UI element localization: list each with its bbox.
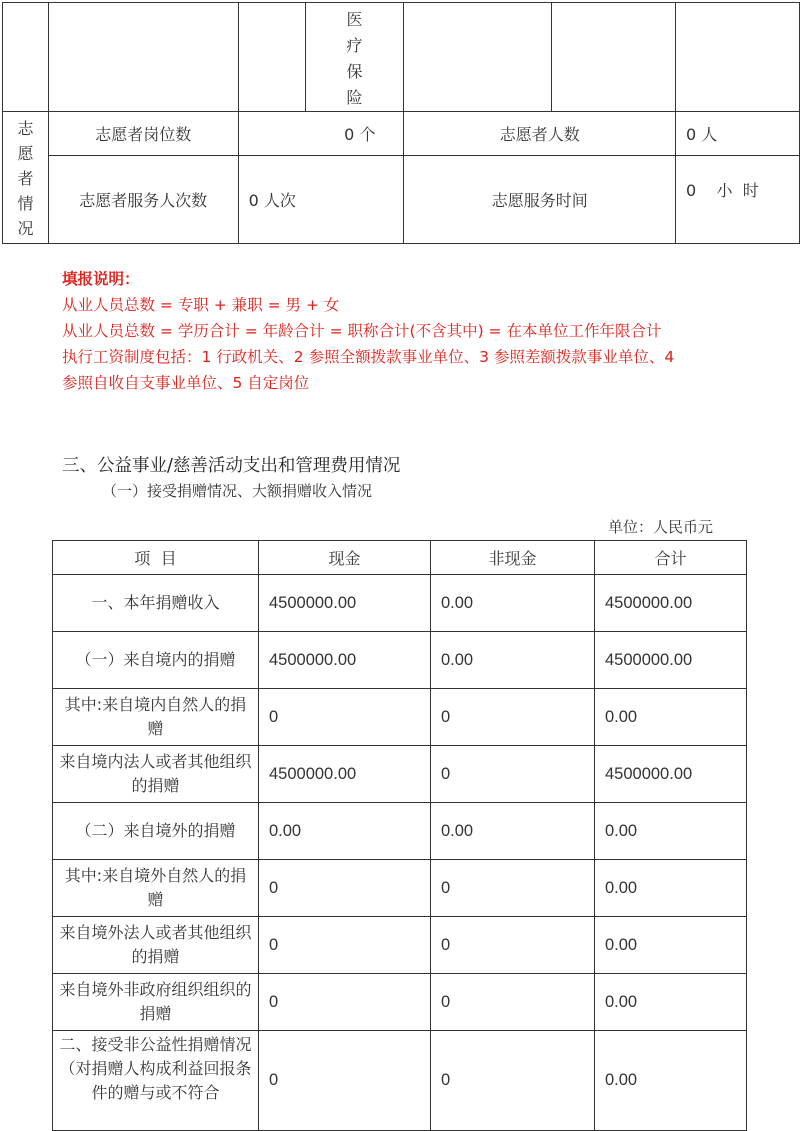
- table-row: [53, 860, 747, 917]
- table-row: [3, 112, 800, 156]
- volunteer-service-times-label: 志愿者服务人次数: [48, 156, 238, 244]
- total-value: 0.00: [595, 917, 747, 974]
- cash-value: 0.00: [259, 803, 431, 860]
- row-label: 其中:来自境外自然人的捐赠: [53, 860, 259, 917]
- table-row: [53, 575, 747, 632]
- volunteer-table: [2, 2, 800, 244]
- table-header-row: [53, 541, 747, 575]
- total-value: 0.00: [595, 860, 747, 917]
- medical-insurance-cell: [305, 3, 404, 112]
- side-char: 况: [17, 219, 34, 238]
- section-heading: 三、公益事业/慈善活动支出和管理费用情况: [62, 456, 401, 476]
- row-label: 来自境外法人或者其他组织的捐赠: [53, 917, 259, 974]
- table-row: [53, 974, 747, 1031]
- volunteer-service-hours-label: 志愿服务时间: [404, 156, 676, 244]
- header-cash: 现金: [259, 541, 431, 575]
- header-noncash: 非现金: [431, 541, 595, 575]
- volunteer-positions-label: 志愿者岗位数: [48, 112, 238, 156]
- noncash-value: 0.00: [431, 803, 595, 860]
- volunteer-positions-value: 0 个: [238, 112, 404, 156]
- row-label: （二）来自境外的捐赠: [53, 803, 259, 860]
- cash-value: 0: [259, 860, 431, 917]
- side-char: 者: [17, 169, 34, 188]
- unit-label: 单位：人民币元: [608, 518, 714, 536]
- noncash-value: 0: [431, 860, 595, 917]
- noncash-value: 0: [431, 974, 595, 1031]
- instruction-line: 从业人员总数 = 专职 + 兼职 = 男 + 女: [62, 296, 340, 314]
- total-value: 4500000.00: [595, 575, 747, 632]
- cash-value: 0: [259, 917, 431, 974]
- noncash-value: 0: [431, 1031, 595, 1131]
- medical-char: 医: [346, 10, 363, 29]
- donation-table: [52, 540, 747, 1131]
- side-char: 情: [17, 194, 34, 213]
- row-label: 其中:来自境内自然人的捐赠: [53, 689, 259, 746]
- noncash-value: 0.00: [431, 575, 595, 632]
- empty-cell: [404, 3, 552, 112]
- total-value: 4500000.00: [595, 632, 747, 689]
- table-row: [53, 917, 747, 974]
- row-label: 一、本年捐赠收入: [53, 575, 259, 632]
- side-char: 志: [17, 119, 34, 138]
- empty-cell: [676, 3, 800, 112]
- volunteer-service-times-value: 0 人次: [238, 156, 404, 244]
- empty-cell: [48, 3, 238, 112]
- table-row: [53, 1031, 747, 1131]
- total-value: 0.00: [595, 803, 747, 860]
- instruction-line: 参照自收自支事业单位、5 自定岗位: [62, 374, 310, 392]
- noncash-value: 0: [431, 746, 595, 803]
- empty-cell: [3, 3, 49, 112]
- noncash-value: 0: [431, 917, 595, 974]
- volunteer-service-hours-value: 0 小 时: [676, 156, 800, 244]
- medical-char: 疗: [346, 36, 363, 55]
- header-item: 项 目: [53, 541, 259, 575]
- noncash-value: 0.00: [431, 632, 595, 689]
- medical-char: 险: [346, 88, 363, 107]
- cash-value: 4500000.00: [259, 632, 431, 689]
- empty-cell: [238, 3, 305, 112]
- medical-char: 保: [346, 62, 363, 81]
- row-label: 来自境外非政府组织组织的捐赠: [53, 974, 259, 1031]
- side-char: 愿: [17, 144, 34, 163]
- empty-cell: [552, 3, 676, 112]
- total-value: 4500000.00: [595, 746, 747, 803]
- sub-heading: （一）接受捐赠情况、大额捐赠收入情况: [102, 482, 373, 500]
- noncash-value: 0: [431, 689, 595, 746]
- row-label: （一）来自境内的捐赠: [53, 632, 259, 689]
- cash-value: 0: [259, 1031, 431, 1131]
- row-label: 来自境内法人或者其他组织的捐赠: [53, 746, 259, 803]
- filling-instructions: [62, 266, 674, 396]
- instruction-line: 执行工资制度包括：1 行政机关、2 参照全额拨款事业单位、3 参照差额拨款事业单位、4: [62, 348, 675, 366]
- cash-value: 4500000.00: [259, 746, 431, 803]
- instruction-line: 从业人员总数 = 学历合计 = 年龄合计 = 职称合计(不含其中) = 在本单位工作年限合计: [62, 322, 662, 340]
- row-label: 二、接受非公益性捐赠情况（对捐赠人构成利益回报条件的赠与或不符合: [53, 1031, 259, 1131]
- table-row: [3, 3, 800, 112]
- cash-value: 4500000.00: [259, 575, 431, 632]
- table-row: [3, 156, 800, 244]
- total-value: 0.00: [595, 689, 747, 746]
- total-value: 0.00: [595, 974, 747, 1031]
- table-row: [53, 803, 747, 860]
- table-row: [53, 632, 747, 689]
- volunteer-section-label: [3, 112, 49, 244]
- table-row: [53, 689, 747, 746]
- table-row: [53, 746, 747, 803]
- header-total: 合计: [595, 541, 747, 575]
- cash-value: 0: [259, 689, 431, 746]
- cash-value: 0: [259, 974, 431, 1031]
- instructions-title: 填报说明：: [62, 270, 140, 288]
- total-value: 0.00: [595, 1031, 747, 1131]
- volunteer-count-value: 0 人: [676, 112, 800, 156]
- volunteer-count-label: 志愿者人数: [404, 112, 676, 156]
